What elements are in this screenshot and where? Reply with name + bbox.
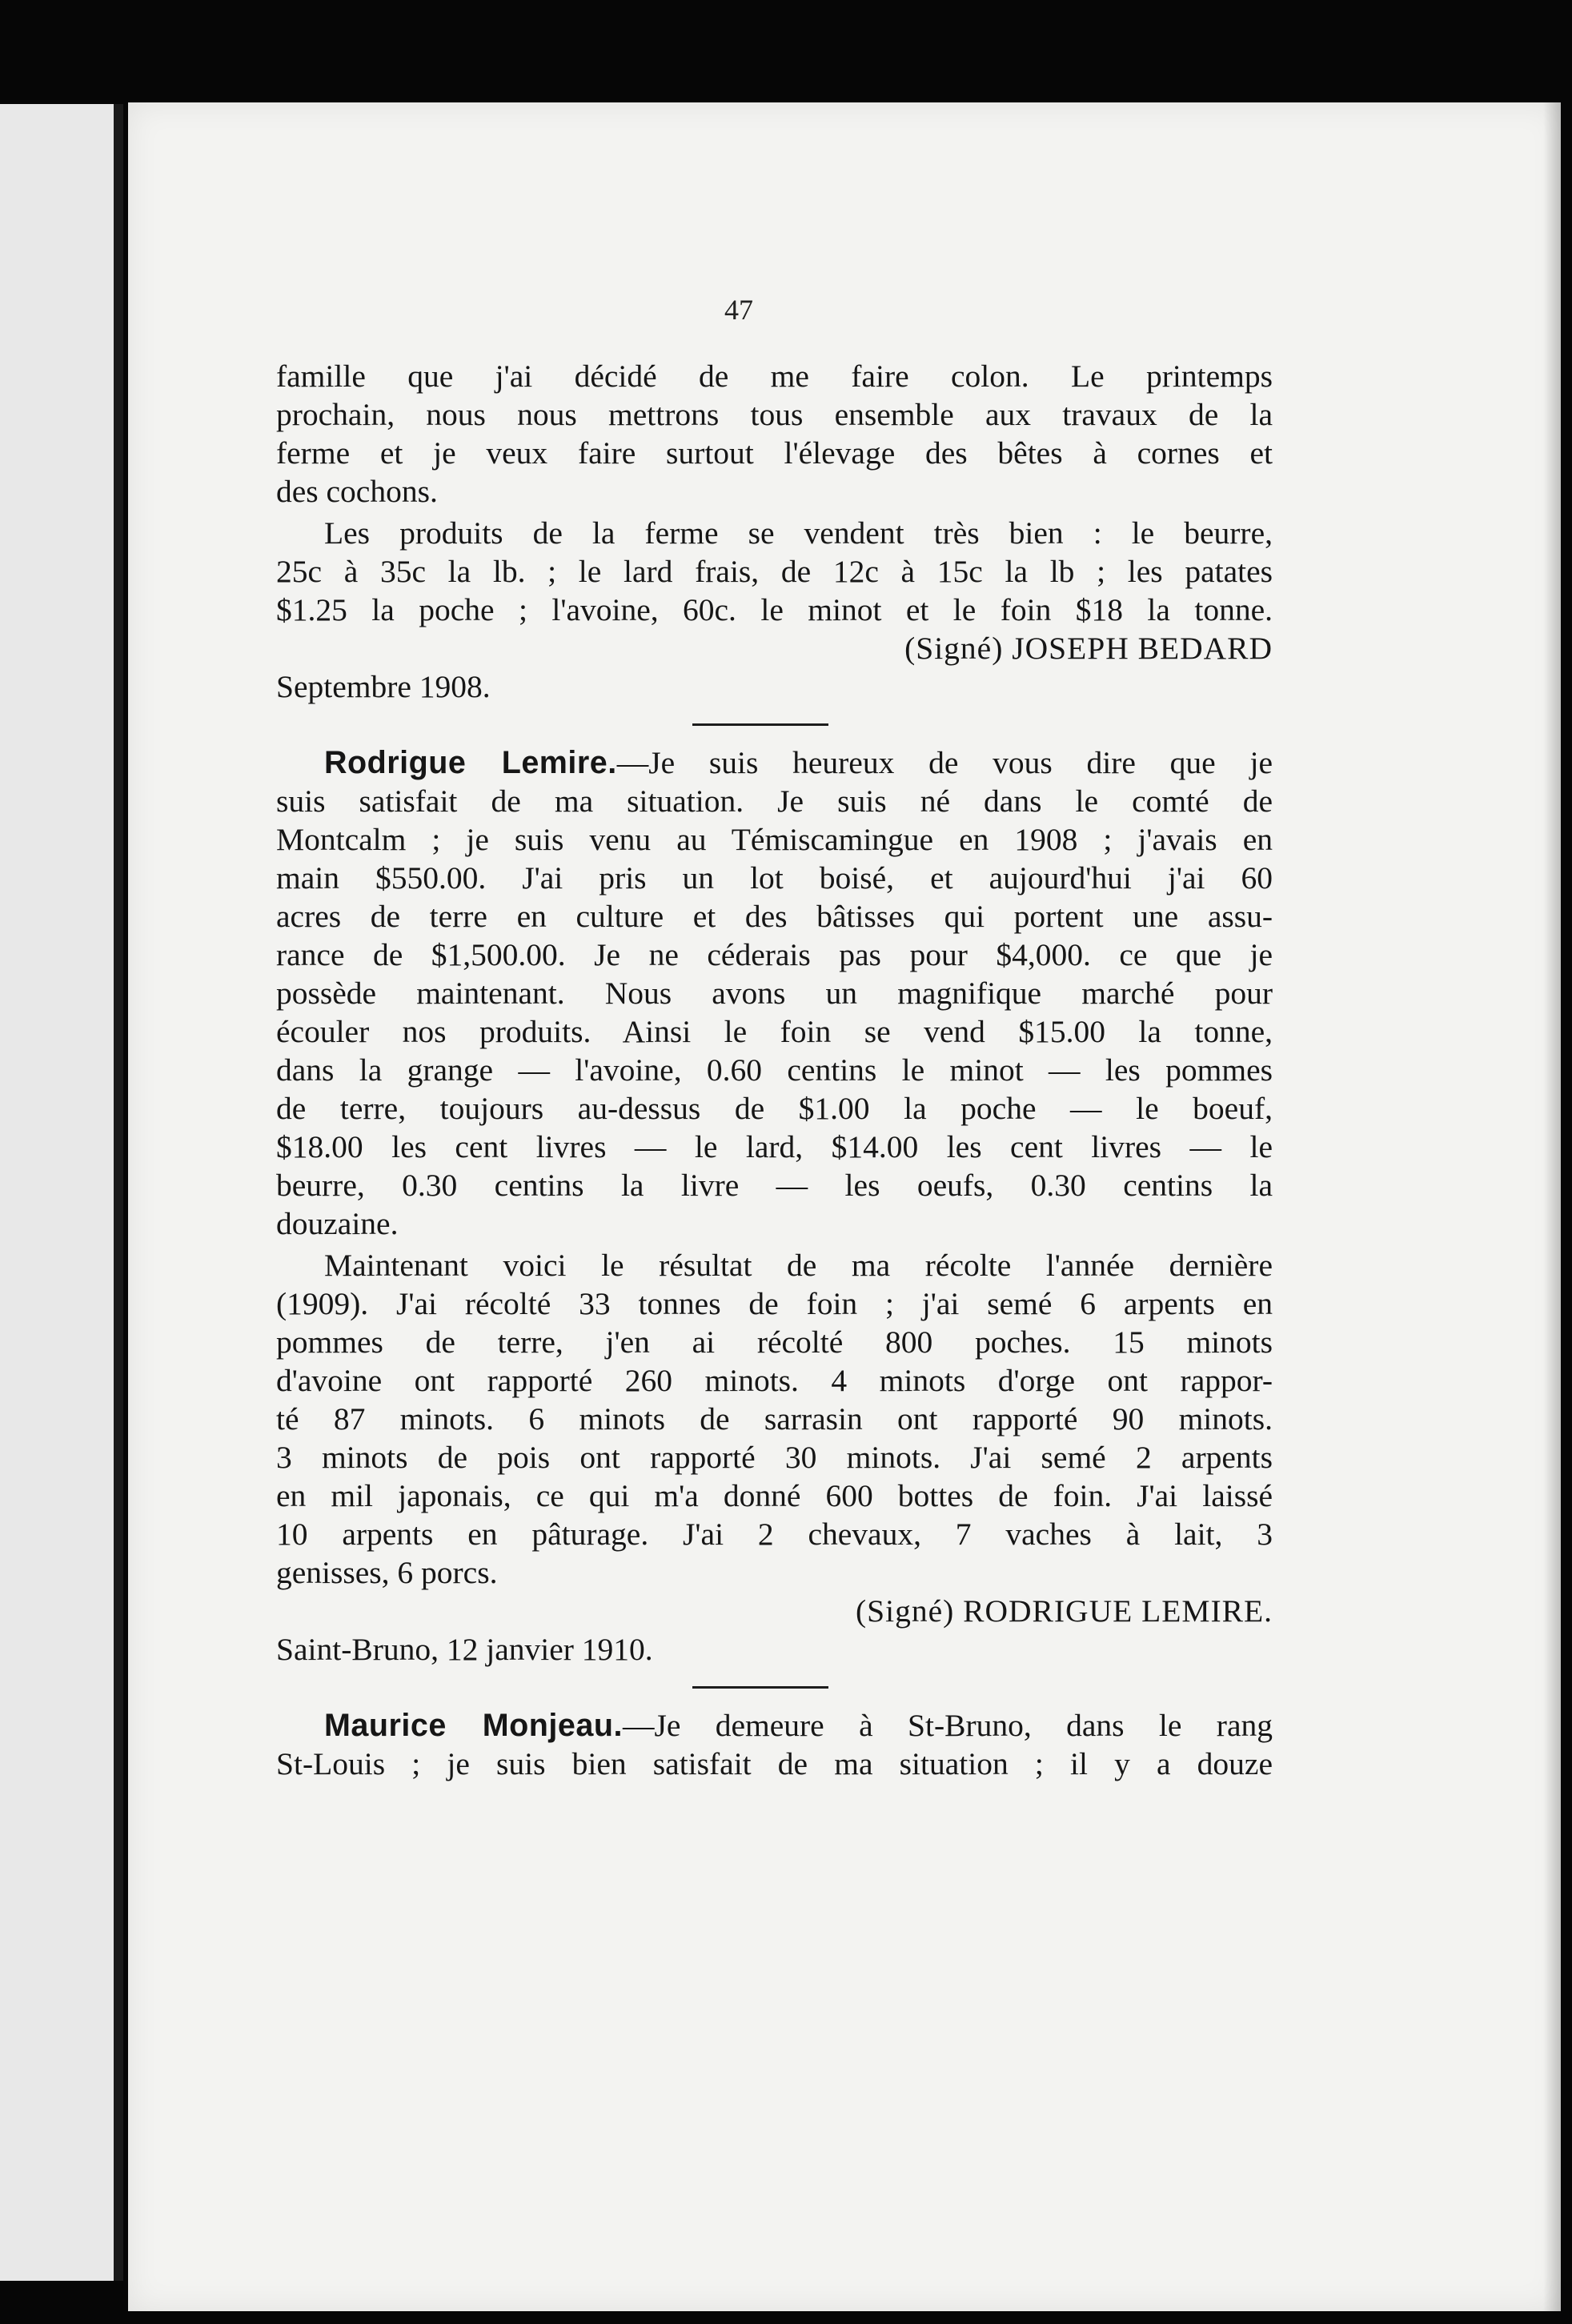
document-page (128, 102, 1561, 2311)
text-line (276, 743, 1273, 782)
paragraph-recolte (276, 1246, 1273, 1669)
text-line: 10 arpents en pâturage. J'ai 2 chevaux, 7 vaches à lait, 3 (276, 1517, 1273, 1552)
text-line: des cochons. (276, 474, 438, 509)
text-line: Montcalm ; je suis venu au Témiscamingue en 1908 ; j'avais en (276, 822, 1273, 857)
text-line: $1.25 la poche ; l'avoine, 60c. le minot et le foin $18 la tonne. (276, 592, 1273, 627)
testimonial-name: Rodrigue Lemire. (324, 745, 617, 780)
text-line: prochain, nous nous mettrons tous ensemble aux travaux de la (276, 397, 1273, 432)
text-line: écouler nos produits. Ainsi le foin se vend $15.00 la tonne, (276, 1014, 1273, 1049)
paragraph-bedard-continued (276, 357, 1273, 511)
paragraph-monjeau (276, 1706, 1273, 1783)
text-line: possède maintenant. Nous avons un magnifique marché pour (276, 976, 1273, 1011)
page-shadow (1543, 102, 1561, 2311)
text-line: Maintenant voici le résultat de ma récolte l'année dernière (324, 1248, 1273, 1283)
text-line: $18.00 les cent livres — le lard, $14.00 les cent livres — le (276, 1129, 1273, 1164)
signature-lemire: (Signé) RODRIGUE LEMIRE. (856, 1593, 1273, 1629)
text-line: de terre, toujours au-dessus de $1.00 la poche — le boeuf, (276, 1091, 1273, 1126)
previous-page-edge (0, 104, 120, 2281)
text-line: Les produits de la ferme se vendent très bien : le beurre, (324, 515, 1273, 551)
text-line: 3 minots de pois ont rapporté 30 minots. J'ai semé 2 arpents (276, 1440, 1273, 1475)
text-line: 25c à 35c la lb. ; le lard frais, de 12c à 15c la lb ; les patates (276, 554, 1273, 589)
text-line: dans la grange — l'avoine, 0.60 centins le minot — les pommes (276, 1052, 1273, 1088)
text-fragment: —Je demeure à St-Bruno, dans le rang (622, 1708, 1273, 1743)
text-line: main $550.00. J'ai pris un lot boisé, et aujourd'hui j'ai 60 (276, 860, 1273, 896)
text-line: rance de $1,500.00. Je ne céderais pas pour $4,000. ce que je (276, 937, 1273, 972)
text-line: ferme et je veux faire surtout l'élevage des bêtes à cornes et (276, 435, 1273, 471)
page-number: 47 (724, 294, 753, 326)
text-line: pommes de terre, j'en ai récolté 800 poches. 15 minots (276, 1324, 1273, 1360)
text-line: acres de terre en culture et des bâtisses qui portent une assu- (276, 899, 1273, 934)
text-fragment: —Je suis heureux de vous dire que je (616, 745, 1273, 780)
text-line: en mil japonais, ce qui m'a donné 600 bottes de foin. J'ai laissé (276, 1478, 1273, 1513)
text-line: suis satisfait de ma situation. Je suis né dans le comté de (276, 783, 1273, 819)
text-line: beurre, 0.30 centins la livre — les oeufs, 0.30 centins la (276, 1168, 1273, 1203)
testimonial-name: Maurice Monjeau. (324, 1708, 623, 1743)
text-line: té 87 minots. 6 minots de sarrasin ont rapporté 90 minots. (276, 1401, 1273, 1436)
text-line: genisses, 6 porcs. (276, 1555, 498, 1590)
paragraph-lemire (276, 743, 1273, 1243)
section-divider (692, 1686, 828, 1689)
signature-bedard: (Signé) JOSEPH BEDARD (904, 631, 1273, 666)
text-line: famille que j'ai décidé de me faire colon. Le printemps (276, 359, 1273, 394)
binding-shadow (114, 104, 123, 2281)
date-bedard: Septembre 1908. (276, 669, 491, 704)
text-line (276, 1706, 1273, 1745)
paragraph-produits (276, 514, 1273, 706)
text-line: d'avoine ont rapporté 260 minots. 4 minots d'orge ont rappor- (276, 1363, 1273, 1398)
page-text (276, 357, 1273, 1783)
text-line: (1909). J'ai récolté 33 tonnes de foin ; j'ai semé 6 arpents en (276, 1286, 1273, 1321)
date-lemire: Saint-Bruno, 12 janvier 1910. (276, 1632, 653, 1667)
text-line: St-Louis ; je suis bien satisfait de ma situation ; il y a douze (276, 1746, 1273, 1781)
section-divider (692, 723, 828, 726)
text-line: douzaine. (276, 1206, 399, 1241)
